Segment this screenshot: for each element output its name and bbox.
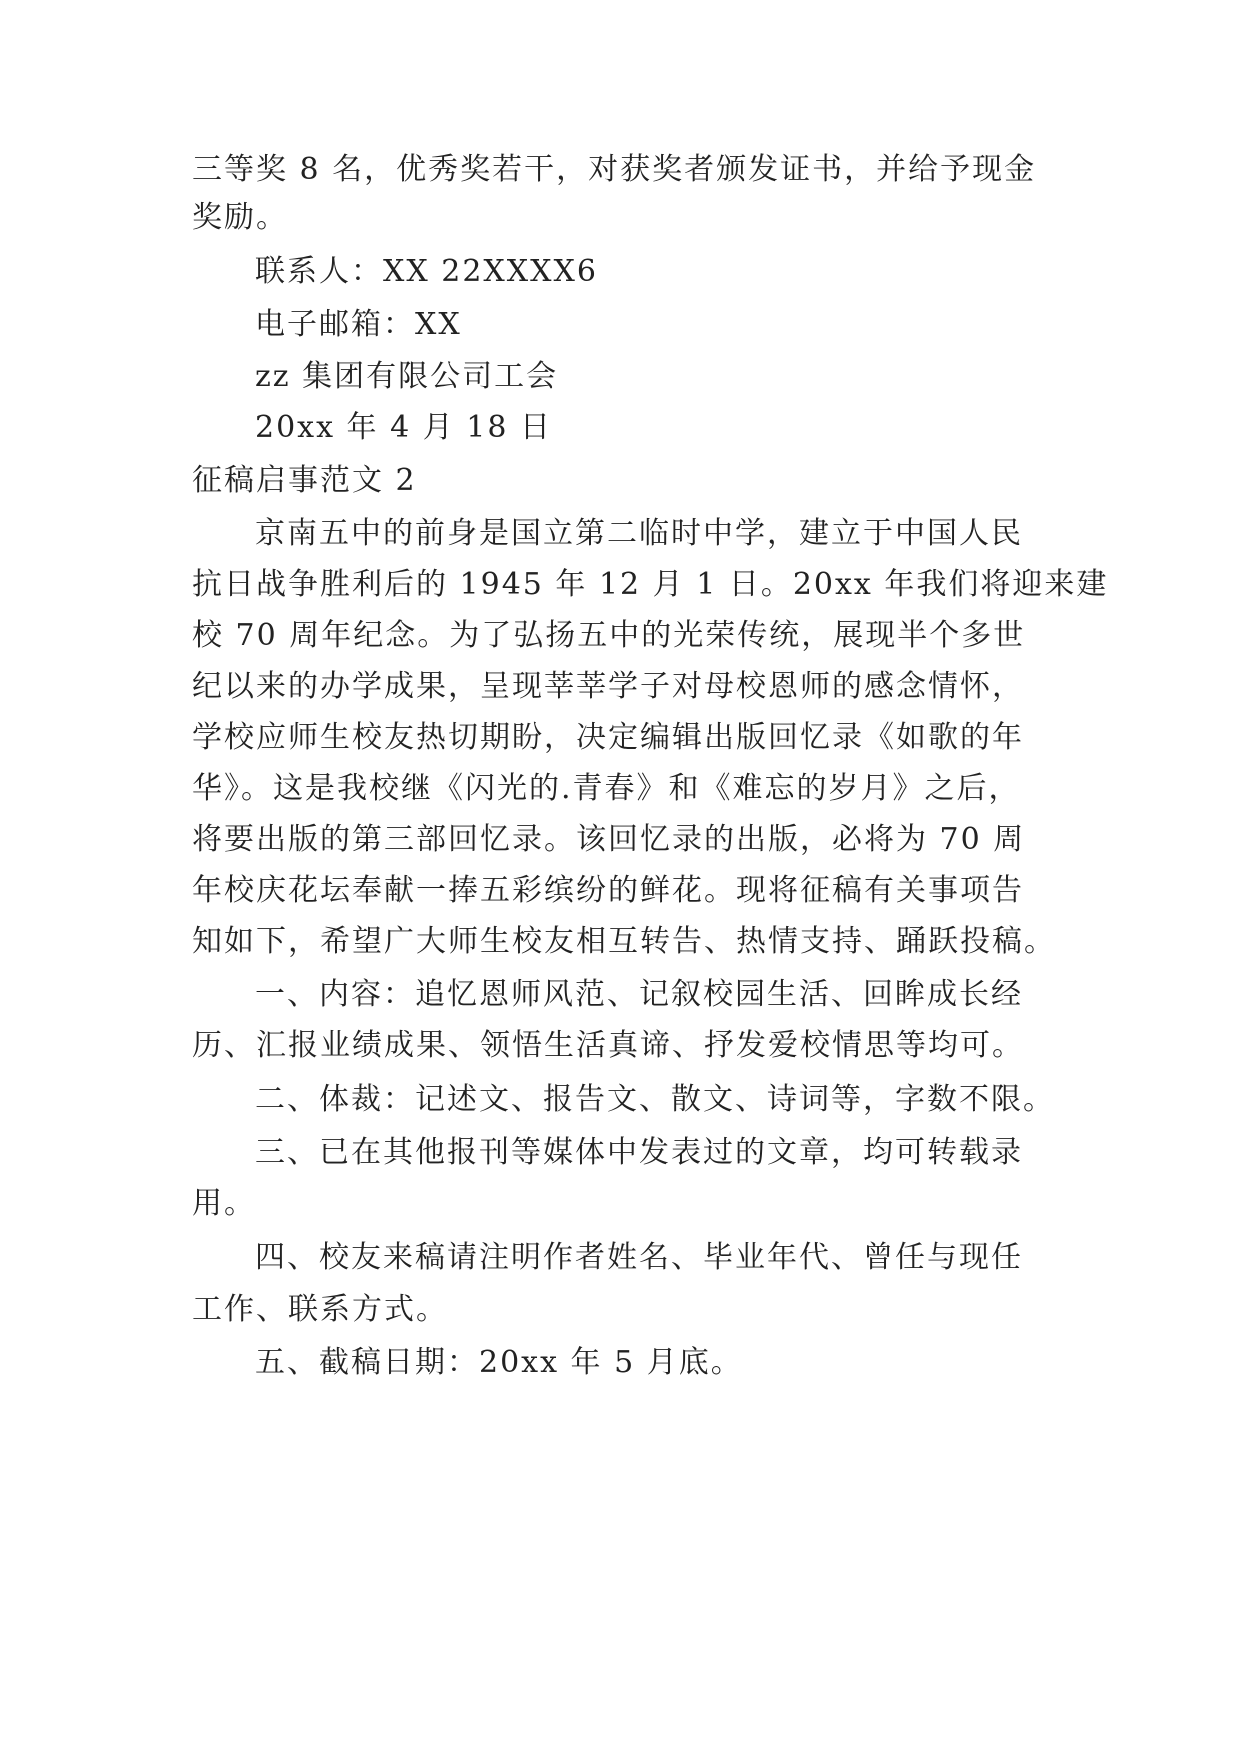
list-item-content: 一、内容：追忆恩师风范、记叙校园生活、回眸成长经 xyxy=(255,977,1023,1012)
paragraph-line: 三等奖 8 名，优秀奖若干，对获奖者颁发证书，并给予现金 xyxy=(192,152,1037,187)
paragraph-line: 知如下，希望广大师生校友相互转告、热情支持、踊跃投稿。 xyxy=(192,924,1056,959)
paragraph-line: 历、汇报业绩成果、领悟生活真谛、抒发爱校情思等均可。 xyxy=(192,1028,1024,1063)
paragraph-line: 京南五中的前身是国立第二临时中学，建立于中国人民 xyxy=(255,516,1023,551)
list-item-genre: 二、体裁：记述文、报告文、散文、诗词等，字数不限。 xyxy=(255,1082,1055,1117)
paragraph-line: 学校应师生校友热切期盼，决定编辑出版回忆录《如歌的年 xyxy=(192,720,1024,755)
paragraph-line: 华》。这是我校继《闪光的.青春》和《难忘的岁月》之后， xyxy=(192,771,1021,806)
issuer-name: zz 集团有限公司工会 xyxy=(255,359,559,394)
paragraph-line: 抗日战争胜利后的 1945 年 12 月 1 日。20xx 年我们将迎来建 xyxy=(192,567,1109,602)
paragraph-line: 将要出版的第三部回忆录。该回忆录的出版，必将为 70 周 xyxy=(192,822,1026,857)
section-heading: 征稿启事范文 2 xyxy=(192,463,417,498)
contact-email: 电子邮箱：XX xyxy=(255,307,462,342)
issue-date: 20xx 年 4 月 18 日 xyxy=(255,410,552,445)
paragraph-line: 校 70 周年纪念。为了弘扬五中的光荣传统，展现半个多世 xyxy=(192,618,1026,653)
contact-person: 联系人：XX 22XXXX6 xyxy=(255,254,598,289)
paragraph-line: 用。 xyxy=(192,1186,256,1221)
list-item-reprint: 三、已在其他报刊等媒体中发表过的文章，均可转载录 xyxy=(255,1135,1023,1170)
list-item-submission-info: 四、校友来稿请注明作者姓名、毕业年代、曾任与现任 xyxy=(255,1240,1023,1275)
paragraph-line: 奖励。 xyxy=(192,200,288,235)
paragraph-line: 工作、联系方式。 xyxy=(192,1292,448,1327)
paragraph-line: 纪以来的办学成果，呈现莘莘学子对母校恩师的感念情怀， xyxy=(192,669,1024,704)
list-item-deadline: 五、截稿日期：20xx 年 5 月底。 xyxy=(255,1345,743,1380)
paragraph-line: 年校庆花坛奉献一捧五彩缤纷的鲜花。现将征稿有关事项告 xyxy=(192,873,1024,908)
